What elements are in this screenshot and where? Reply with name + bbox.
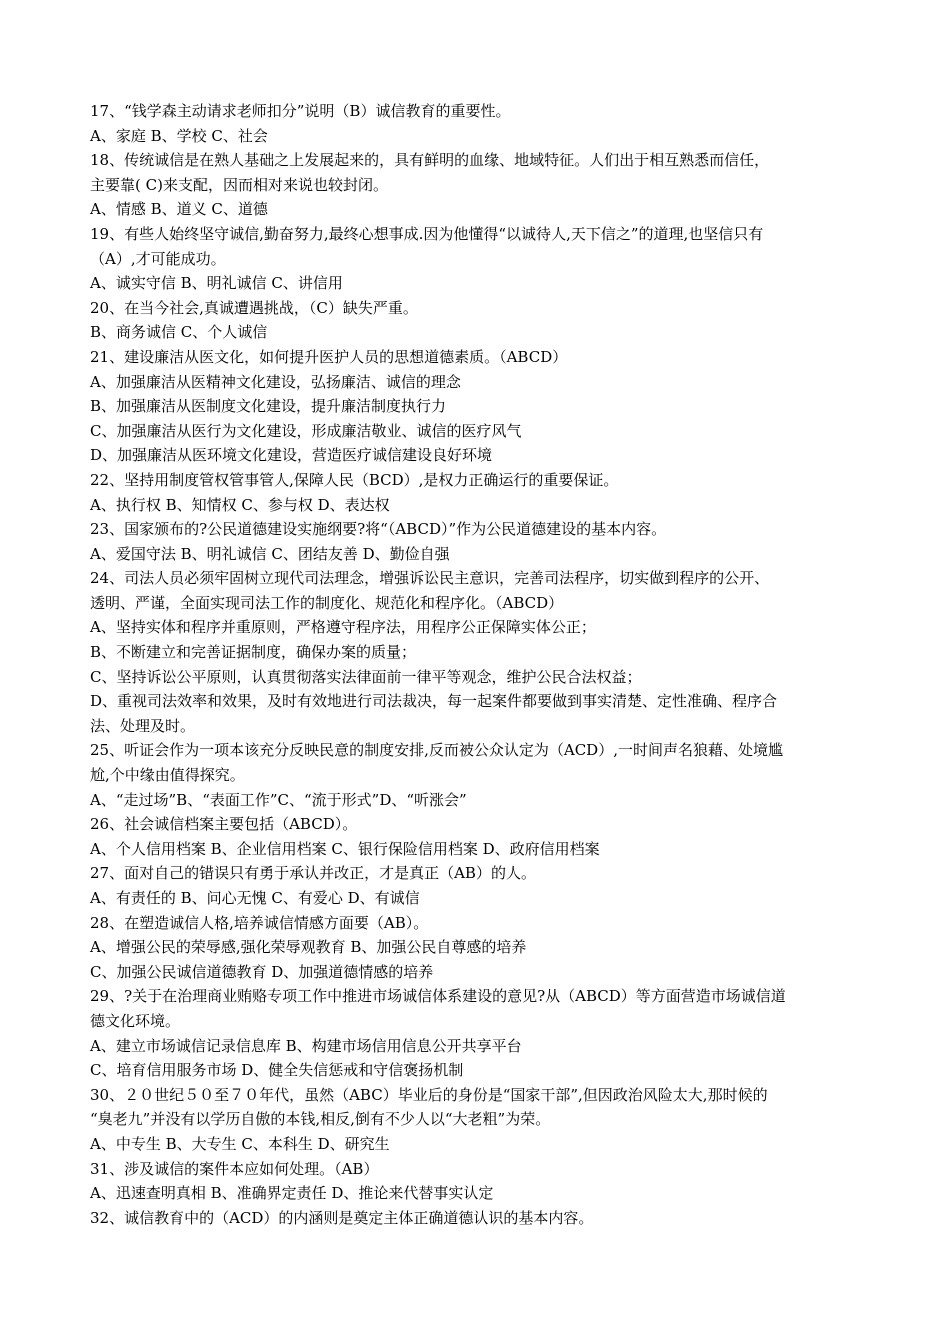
question-25-cont: 尬,个中缘由值得探究。 [90,766,245,785]
question-25: 25、听证会作为一项本该充分反映民意的制度安排,反而被公众认定为（ACD）,一时间声名狼藉、处境尴 [90,741,783,760]
question-21: 21、建设廉洁从医文化，如何提升医护人员的思想道德素质。（ABCD） [90,347,568,366]
question-20: 20、在当今社会,真诚遭遇挑战，（C）缺失严重。 [90,298,418,317]
options-18: A、情感 B、道义 C、道德 [90,200,268,219]
question-23: 23、国家颁布的?公民道德建设实施纲要?将“（ABCD）”作为公民道德建设的基本内容。 [90,520,667,539]
question-18: 18、传统诚信是在熟人基础之上发展起来的，具有鲜明的血缘、地域特征。人们出于相互熟悉而信任， [90,151,770,170]
question-27: 27、面对自己的错误只有勇于承认并改正，才是真正（AB）的人。 [90,864,536,883]
document-page [90,99,865,1230]
question-22: 22、坚持用制度管权管事管人,保障人民（BCD）,是权力正确运行的重要保证。 [90,470,619,489]
option-24-d-cont: 法、处理及时。 [90,716,196,735]
option-21-c: C、加强廉洁从医行为文化建设，形成廉洁敬业、诚信的医疗风气 [90,421,522,440]
options-29-ab: A、建立市场诚信记录信息库 B、构建市场信用信息公开共享平台 [90,1036,522,1055]
question-19: 19、有些人始终坚守诚信,勤奋努力,最终心想事成.因为他懂得“以诚待人,天下信之”的道理,也坚信只有 [90,224,764,243]
question-29-cont: 德文化环境。 [90,1011,181,1030]
option-24-d: D、重视司法效率和效果，及时有效地进行司法裁决，每一起案件都要做到事实清楚、定性准确、程序合 [90,692,778,711]
question-17: 17、“钱学森主动请求老师扣分”说明（B）诚信教育的重要性。 [90,102,511,120]
options-31: A、迅速查明真相 B、准确界定责任 D、推论来代替事实认定 [90,1184,494,1203]
question-18-cont: 主要靠( C)来支配，因而相对来说也较封闭。 [90,175,388,194]
options-27: A、有责任的 B、问心无愧 C、有爱心 D、有诚信 [90,889,420,907]
options-25: A、“走过场”B、“表面工作”C、“流于形式”D、“听涨会” [90,790,467,809]
option-21-b: B、加强廉洁从医制度文化建设，提升廉洁制度执行力 [90,397,447,416]
question-26: 26、社会诚信档案主要包括（ABCD）。 [90,815,358,834]
option-24-b: B、不断建立和完善证据制度，确保办案的质量； [90,643,417,662]
question-24: 24、司法人员必须牢固树立现代司法理念，增强诉讼民主意识，完善司法程序，切实做到程序的公开、 [90,569,770,588]
option-21-a: A、加强廉洁从医精神文化建设，弘扬廉洁、诚信的理念 [90,372,461,391]
option-21-d: D、加强廉洁从医环境文化建设，营造医疗诚信建设良好环境 [90,446,493,465]
question-29: 29、?关于在治理商业贿赂专项工作中推进市场诚信体系建设的意见?从（ABCD）等方面营造市场诚信道 [90,987,786,1006]
question-31: 31、涉及诚信的案件本应如何处理。（AB） [90,1159,379,1178]
question-30-cont: “臭老九”并没有以学历自傲的本钱,相反,倒有不少人以“大老粗”为荣。 [90,1110,551,1129]
option-24-c: C、坚持诉讼公平原则，认真贯彻落实法律面前一律平等观念，维护公民合法权益； [90,667,642,686]
options-28-cd: C、加强公民诚信道德教育 D、加强道德情感的培养 [90,962,434,981]
options-26: A、个人信用档案 B、企业信用档案 C、银行保险信用档案 D、政府信用档案 [90,839,600,858]
options-22: A、执行权 B、知情权 C、参与权 D、表达权 [90,495,390,514]
options-30: A、中专生 B、大专生 C、本科生 D、研究生 [90,1134,390,1153]
options-23: A、爱国守法 B、明礼诚信 C、团结友善 D、勤俭自强 [90,544,450,563]
question-32: 32、诚信教育中的（ACD）的内涵则是奠定主体正确道德认识的基本内容。 [90,1208,594,1227]
question-30: 30、２０世纪５０至７０年代，虽然（ABC）毕业后的身份是“国家干部”,但因政治风险太大,那时候的 [90,1085,768,1104]
options-29-cd: C、培育信用服务市场 D、健全失信惩戒和守信褒扬机制 [90,1061,464,1080]
option-24-a: A、坚持实体和程序并重原则，严格遵守程序法，用程序公正保障实体公正； [90,618,596,637]
question-24-cont: 透明、严谨，全面实现司法工作的制度化、规范化和程序化。（ABCD） [90,593,564,612]
options-19: A、诚实守信 B、明礼诚信 C、讲信用 [90,274,343,293]
question-28: 28、在塑造诚信人格,培养诚信情感方面要（AB）。 [90,913,429,932]
options-20: B、商务诚信 C、个人诚信 [90,323,268,342]
question-19-cont: （A）,才可能成功。 [90,249,226,268]
options-17: A、家庭 B、学校 C、社会 [90,126,268,145]
options-28-ab: A、增强公民的荣辱感,强化荣辱观教育 B、加强公民自尊感的培养 [90,938,527,957]
